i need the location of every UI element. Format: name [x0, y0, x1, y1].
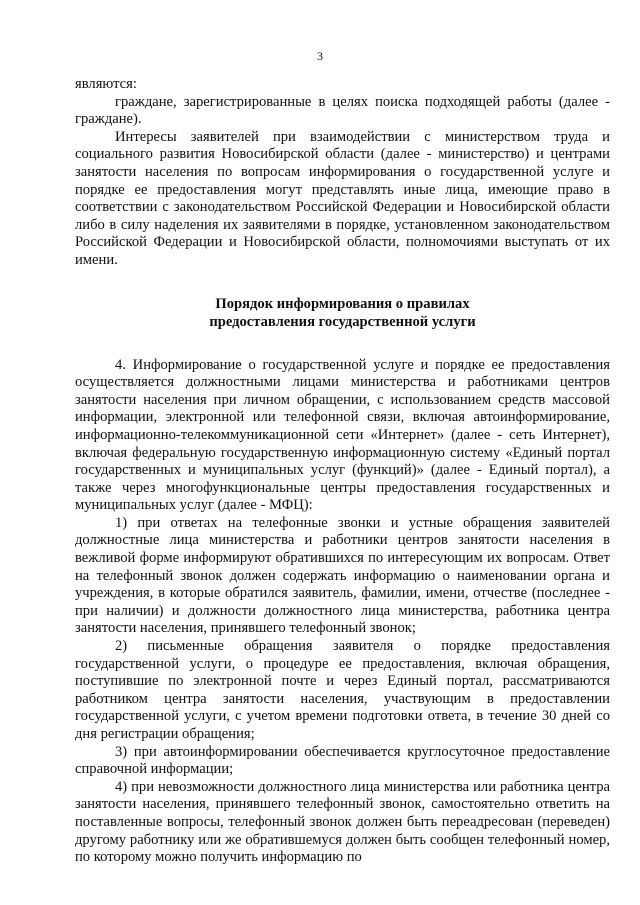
heading-line-2: предоставления государственной услуги — [209, 313, 476, 330]
paragraph-subitem-1: 1) при ответах на телефонные звонки и устные обращения заявителей должностные лица министерства и работники центров занятости населения в вежливой форме информируют обратившихся по интересующим их вопросам. Ответ на телефонный звонок должен содержать информацию о наименовании органа и учреждения, в которые обратился заявитель, фамилии, имени, отчестве (последнее - при наличии) и должности должностного лица министерства, работника центра занятости населения, принявшего телефонный звонок; — [75, 514, 610, 637]
paragraph-subitem-2: 2) письменные обращения заявителя о порядке предоставления государственной услуги, о процедуре ее предоставления, включая обращения, поступившие по электронной почте и через Единый портал, рассматриваются работником центра занятости населения, участвующим в предоставлении государственной услуги, с учетом времени подготовки ответа, в течение 30 дней со дня регистрации обращения; — [75, 638, 610, 742]
paragraph-intro: являются: — [75, 76, 137, 92]
paragraph-representatives: Интересы заявителей при взаимодействии с министерством труда и социального развития Новосибирской области (далее - министерство) и центрами занятости населения по вопросам информирования о государственной услуге и порядке ее предоставления могут представлять иные лица, имеющие право в соответствии с законодательством Российской Федерации и Новосибирской области либо в силу наделения их заявителями в порядке, установленном законодательством Российской Федерации и Новосибирской области, полномочиями выступать от их имени. — [75, 128, 610, 268]
heading-line-1: Порядок информирования о правилах — [215, 295, 470, 312]
paragraph-item-4: 4. Информирование о государственной услуге и порядке ее предоставления осуществляется должностными лицами министерства и работниками центров занятости населения при личном обращении, с использованием средств массовой информации, электронной или телефонной связи, включая автоинформирование, информационно-телекоммуникационной сети «Интернет» (далее - сеть Интернет), включая федеральную государственную информационную систему «Единый портал государственных и муниципальных услуг (функций)» (далее - Единый портал), а также через многофункциональные центры предоставления государственных и муниципальных услуг (далее - МФЦ): — [75, 356, 610, 514]
paragraph-subitem-4: 4) при невозможности должностного лица министерства или работника центра занятости населения, принявшего телефонный звонок, самостоятельно ответить на поставленные вопросы, телефонный звонок должен быть переадресован (переведен) другому работнику или же обратившемуся должен быть сообщен телефонный номер, по которому можно получить информацию по — [75, 778, 610, 866]
document-body — [75, 76, 610, 867]
paragraph-subitem-3: 3) при автоинформировании обеспечивается круглосуточное предоставление справочной информации; — [75, 743, 610, 778]
paragraph-citizens: граждане, зарегистрированные в целях поиска подходящей работы (далее - граждане). — [75, 93, 610, 128]
section-heading — [75, 295, 610, 331]
page-number: 3 — [317, 49, 323, 63]
